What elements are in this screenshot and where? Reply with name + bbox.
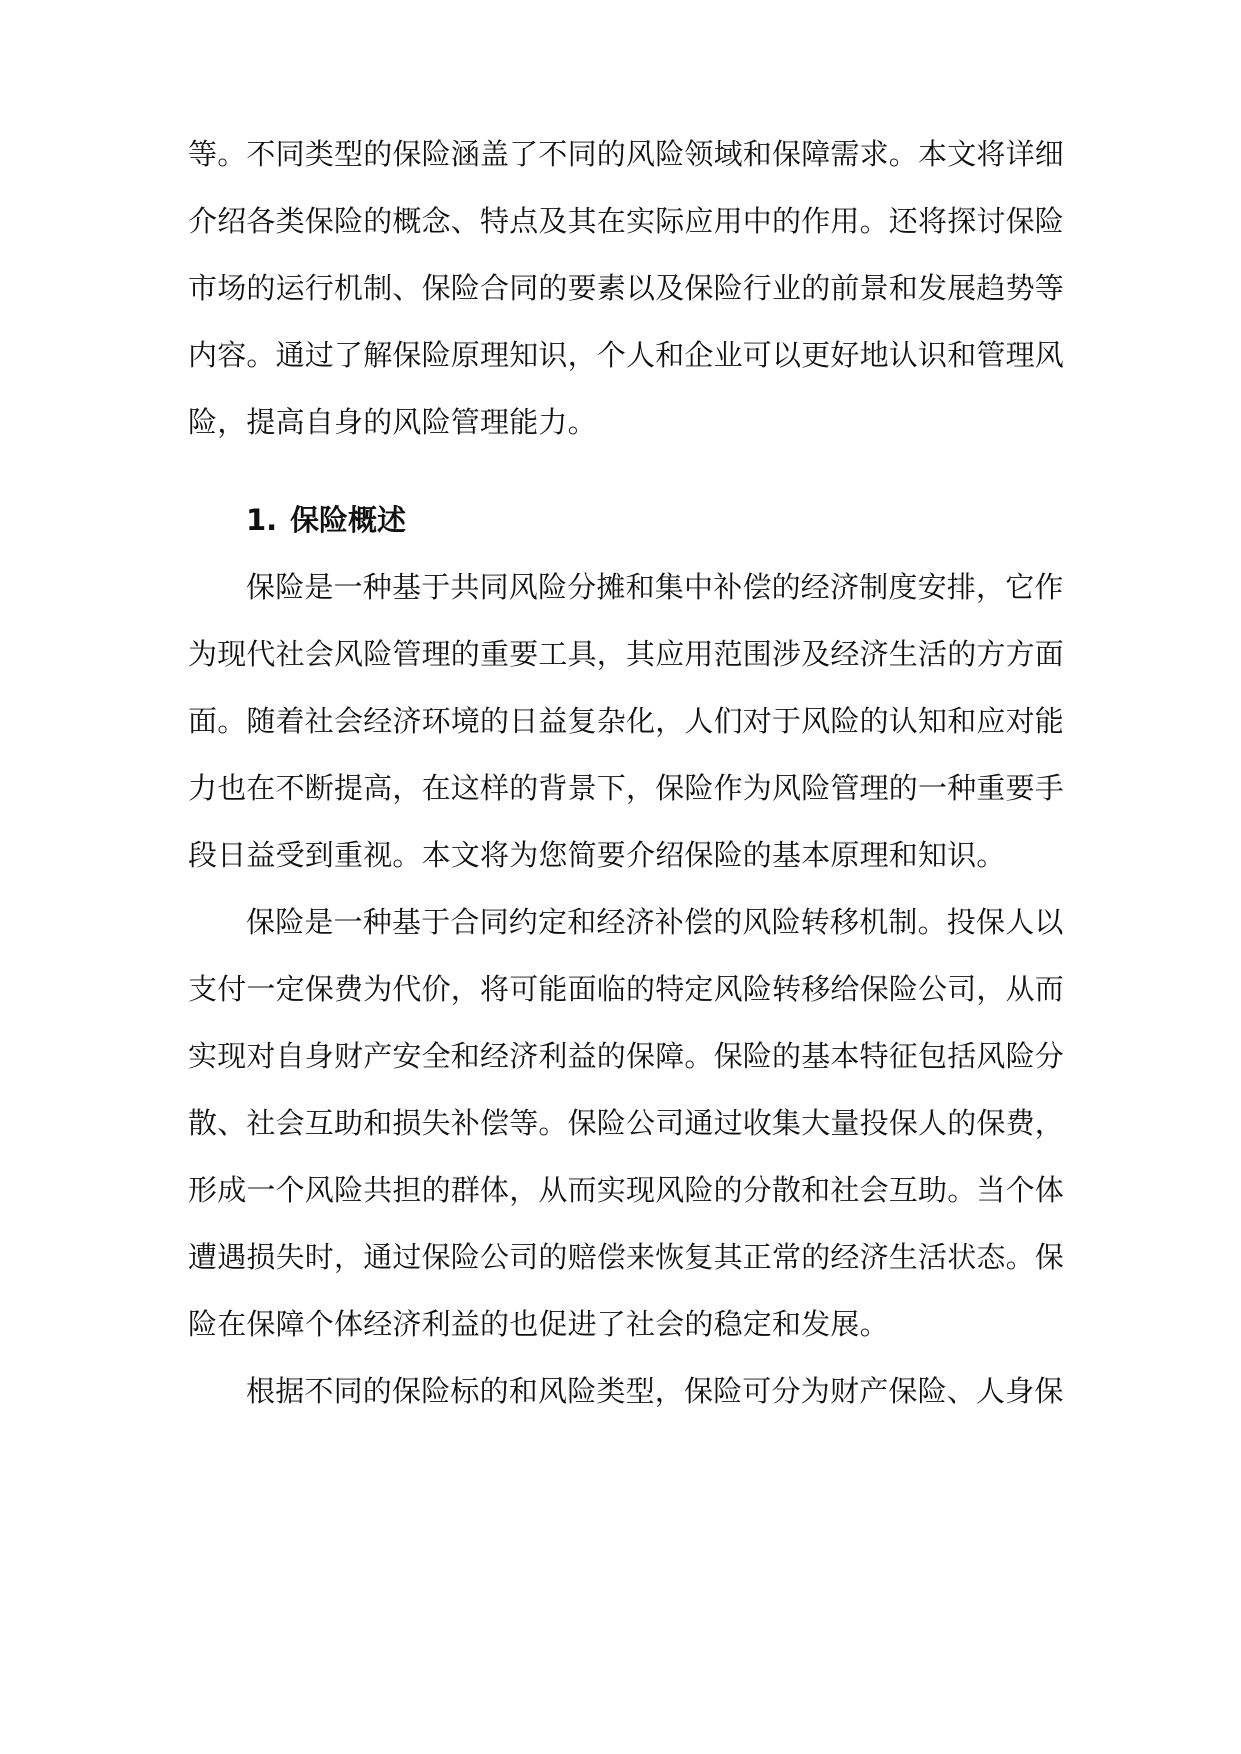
intro-line-5: 险，提高自身的风险管理能力。	[188, 405, 597, 439]
section-title: 保险概述	[290, 503, 407, 537]
para1-line-5: 段日益受到重视。本文将为您简要介绍保险的基本原理和知识。	[188, 838, 1006, 872]
section-number: 1.	[246, 503, 278, 537]
para2-line-5: 形成一个风险共担的群体，从而实现风险的分散和社会互助。当个体	[188, 1173, 1065, 1207]
para2-line-7: 险在保障个体经济利益的也促进了社会的稳定和发展。	[188, 1307, 889, 1341]
intro-line-4: 内容。通过了解保险原理知识，个人和企业可以更好地认识和管理风	[188, 338, 1065, 372]
intro-line-3: 市场的运行机制、保险合同的要素以及保险行业的前景和发展趋势等	[188, 271, 1065, 305]
para1-line-4: 力也在不断提高，在这样的背景下，保险作为风险管理的一种重要手	[188, 771, 1065, 805]
para1-line-3: 面。随着社会经济环境的日益复杂化，人们对于风险的认知和应对能	[188, 704, 1065, 738]
para1-line-2: 为现代社会风险管理的重要工具，其应用范围涉及经济生活的方方面	[188, 637, 1065, 671]
para2-line-1: 保险是一种基于合同约定和经济补偿的风险转移机制。投保人以	[246, 905, 1064, 939]
para2-line-4: 散、社会互助和损失补偿等。保险公司通过收集大量投保人的保费，	[188, 1106, 1065, 1140]
para2-line-2: 支付一定保费为代价，将可能面临的特定风险转移给保险公司，从而	[188, 972, 1065, 1006]
para1-line-1: 保险是一种基于共同风险分摊和集中补偿的经济制度安排，它作	[246, 570, 1064, 604]
intro-line-1: 等。不同类型的保险涵盖了不同的风险领域和保障需求。本文将详细	[188, 137, 1065, 171]
para3-line-1: 根据不同的保险标的和风险类型，保险可分为财产保险、人身保	[246, 1374, 1064, 1408]
para2-line-6: 遭遇损失时，通过保险公司的赔偿来恢复其正常的经济生活状态。保	[188, 1240, 1065, 1274]
intro-line-2: 介绍各类保险的概念、特点及其在实际应用中的作用。还将探讨保险	[188, 204, 1065, 238]
section-heading	[246, 500, 406, 540]
para2-line-3: 实现对自身财产安全和经济利益的保障。保险的基本特征包括风险分	[188, 1039, 1065, 1073]
